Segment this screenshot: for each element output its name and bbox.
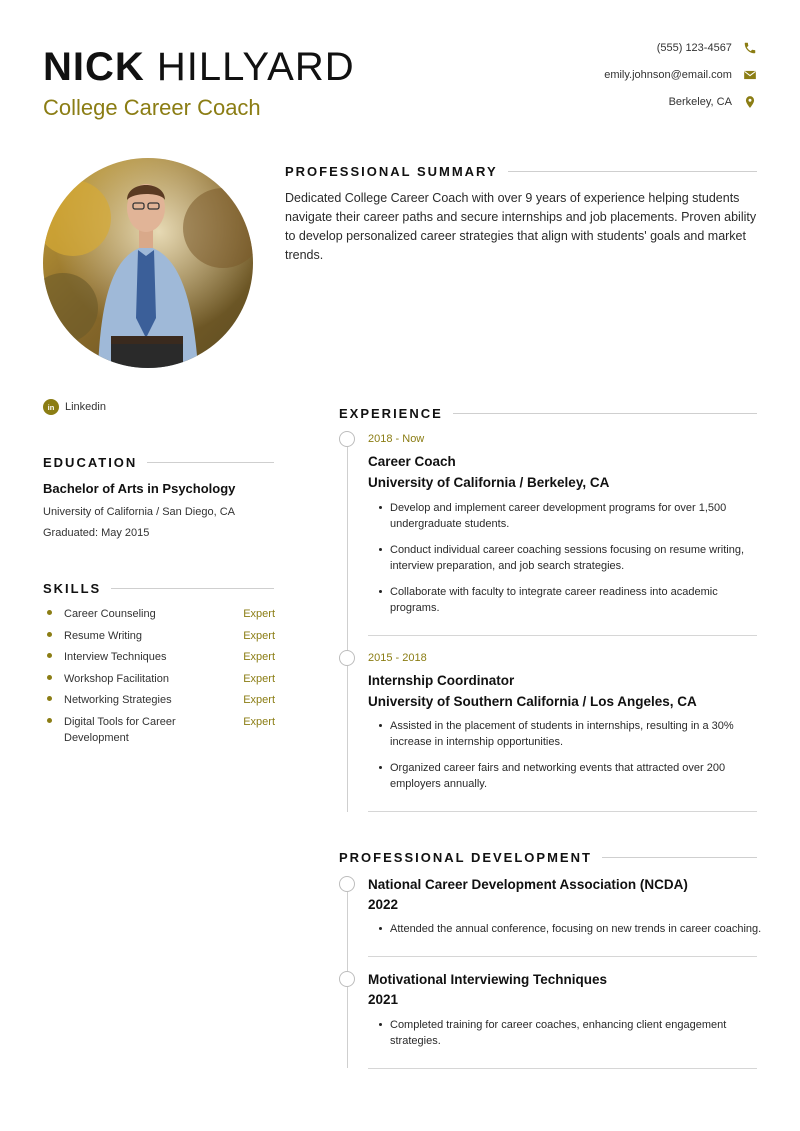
skill-level: Expert bbox=[243, 694, 275, 706]
development-bullets bbox=[368, 921, 773, 937]
last-name: HILLYARD bbox=[156, 45, 355, 89]
list-item: Assisted in the placement of students in internships, resulting in a 30% increase in internship opportunities. bbox=[368, 718, 763, 750]
skill-name: Digital Tools for Career Development bbox=[64, 715, 176, 744]
entry-divider bbox=[368, 1068, 757, 1069]
skill-item bbox=[43, 606, 275, 628]
job-organization: University of California / Berkeley, CA bbox=[368, 475, 610, 490]
location-text: Berkeley, CA bbox=[668, 96, 732, 108]
first-name: NICK bbox=[43, 45, 145, 89]
list-item: Attended the annual conference, focusing on new trends in career coaching. bbox=[368, 921, 773, 937]
list-item: Develop and implement career development programs for over 1,500 undergraduate students. bbox=[368, 500, 763, 532]
profile-photo bbox=[43, 158, 253, 368]
job-title: Internship Coordinator bbox=[368, 673, 515, 688]
skill-item bbox=[43, 671, 275, 693]
development-heading bbox=[339, 850, 757, 865]
experience-heading-text: EXPERIENCE bbox=[339, 406, 443, 421]
timeline-node bbox=[339, 431, 355, 447]
job-organization: University of Southern California / Los Angeles, CA bbox=[368, 694, 697, 709]
skill-name: Interview Techniques bbox=[64, 651, 167, 663]
skill-level: Expert bbox=[243, 629, 275, 642]
skills-heading-text: SKILLS bbox=[43, 581, 102, 596]
entry-divider bbox=[368, 635, 757, 636]
bullet-dot bbox=[47, 718, 52, 723]
education-heading bbox=[43, 455, 274, 470]
list-item: Organized career fairs and networking events that attracted over 200 employers annually. bbox=[368, 760, 763, 792]
linkedin-label: Linkedin bbox=[65, 401, 106, 413]
skill-name: Networking Strategies bbox=[64, 694, 172, 706]
skill-level: Expert bbox=[243, 651, 275, 663]
contact-location bbox=[457, 95, 757, 109]
section-rule bbox=[147, 462, 274, 463]
candidate-name bbox=[43, 44, 355, 90]
skill-level: Expert bbox=[243, 672, 275, 685]
email-text: emily.johnson@email.com bbox=[604, 69, 732, 81]
development-year: 2022 bbox=[368, 897, 399, 912]
development-heading-text: PROFESSIONAL DEVELOPMENT bbox=[339, 850, 592, 865]
bullet-dot bbox=[47, 675, 52, 680]
email-icon bbox=[743, 68, 757, 82]
timeline-node bbox=[339, 971, 355, 987]
job-title: Career Coach bbox=[368, 454, 456, 469]
education-school: University of California / San Diego, CA bbox=[43, 506, 235, 518]
skill-item bbox=[43, 649, 275, 671]
section-rule bbox=[602, 857, 757, 858]
bullet-dot bbox=[47, 632, 52, 637]
section-rule bbox=[508, 171, 757, 172]
summary-heading bbox=[285, 164, 757, 179]
contact-phone[interactable] bbox=[457, 41, 757, 55]
development-title: National Career Development Association (NCDA) bbox=[368, 877, 688, 892]
timeline-node bbox=[339, 876, 355, 892]
skill-level: Expert bbox=[243, 715, 275, 728]
education-graduated: Graduated: May 2015 bbox=[43, 527, 150, 539]
bullet-dot bbox=[47, 610, 52, 615]
list-item: Collaborate with faculty to integrate career readiness into academic programs. bbox=[368, 584, 763, 616]
entry-divider bbox=[368, 956, 757, 957]
skill-item bbox=[43, 692, 275, 714]
phone-text: (555) 123-4567 bbox=[656, 42, 732, 54]
job-title: College Career Coach bbox=[43, 95, 261, 120]
skill-name: Career Counseling bbox=[64, 608, 156, 620]
skills-list bbox=[43, 606, 275, 744]
education-heading-text: EDUCATION bbox=[43, 455, 138, 470]
section-rule bbox=[111, 588, 274, 589]
skill-level: Expert bbox=[243, 608, 275, 620]
job-bullets bbox=[368, 718, 763, 792]
summary-text: Dedicated College Career Coach with over 9 years of experience helping students navigate their career paths and secure internships and job placements. Proven ability to develop personalized career strategies that align with students' goals and market trends. bbox=[285, 191, 757, 262]
section-rule bbox=[453, 413, 757, 414]
skill-item bbox=[43, 714, 275, 744]
education-degree: Bachelor of Arts in Psychology bbox=[43, 481, 236, 496]
timeline-node bbox=[339, 650, 355, 666]
summary-heading-text: PROFESSIONAL SUMMARY bbox=[285, 164, 498, 179]
job-bullets bbox=[368, 500, 763, 616]
experience-heading bbox=[339, 406, 757, 421]
skill-item bbox=[43, 628, 275, 650]
contact-email[interactable] bbox=[457, 68, 757, 82]
phone-icon bbox=[743, 41, 757, 55]
development-title: Motivational Interviewing Techniques bbox=[368, 972, 608, 987]
skill-name: Resume Writing bbox=[64, 629, 143, 642]
job-dates: 2015 - 2018 bbox=[368, 652, 427, 664]
bullet-dot bbox=[47, 653, 52, 658]
linkedin-link[interactable] bbox=[43, 399, 106, 415]
location-pin-icon bbox=[743, 95, 757, 109]
skills-heading bbox=[43, 581, 274, 596]
list-item: Conduct individual career coaching sessions focusing on resume writing, interview preparation, and job search strategies. bbox=[368, 542, 763, 574]
job-dates: 2018 - Now bbox=[368, 433, 425, 445]
entry-divider bbox=[368, 811, 757, 812]
bullet-dot bbox=[47, 696, 52, 701]
skill-name: Workshop Facilitation bbox=[64, 672, 169, 685]
development-year: 2021 bbox=[368, 992, 399, 1007]
list-item: Completed training for career coaches, enhancing client engagement strategies. bbox=[368, 1017, 763, 1049]
development-bullets bbox=[368, 1017, 763, 1049]
experience-timeline bbox=[347, 439, 348, 812]
linkedin-icon: in bbox=[43, 399, 59, 415]
